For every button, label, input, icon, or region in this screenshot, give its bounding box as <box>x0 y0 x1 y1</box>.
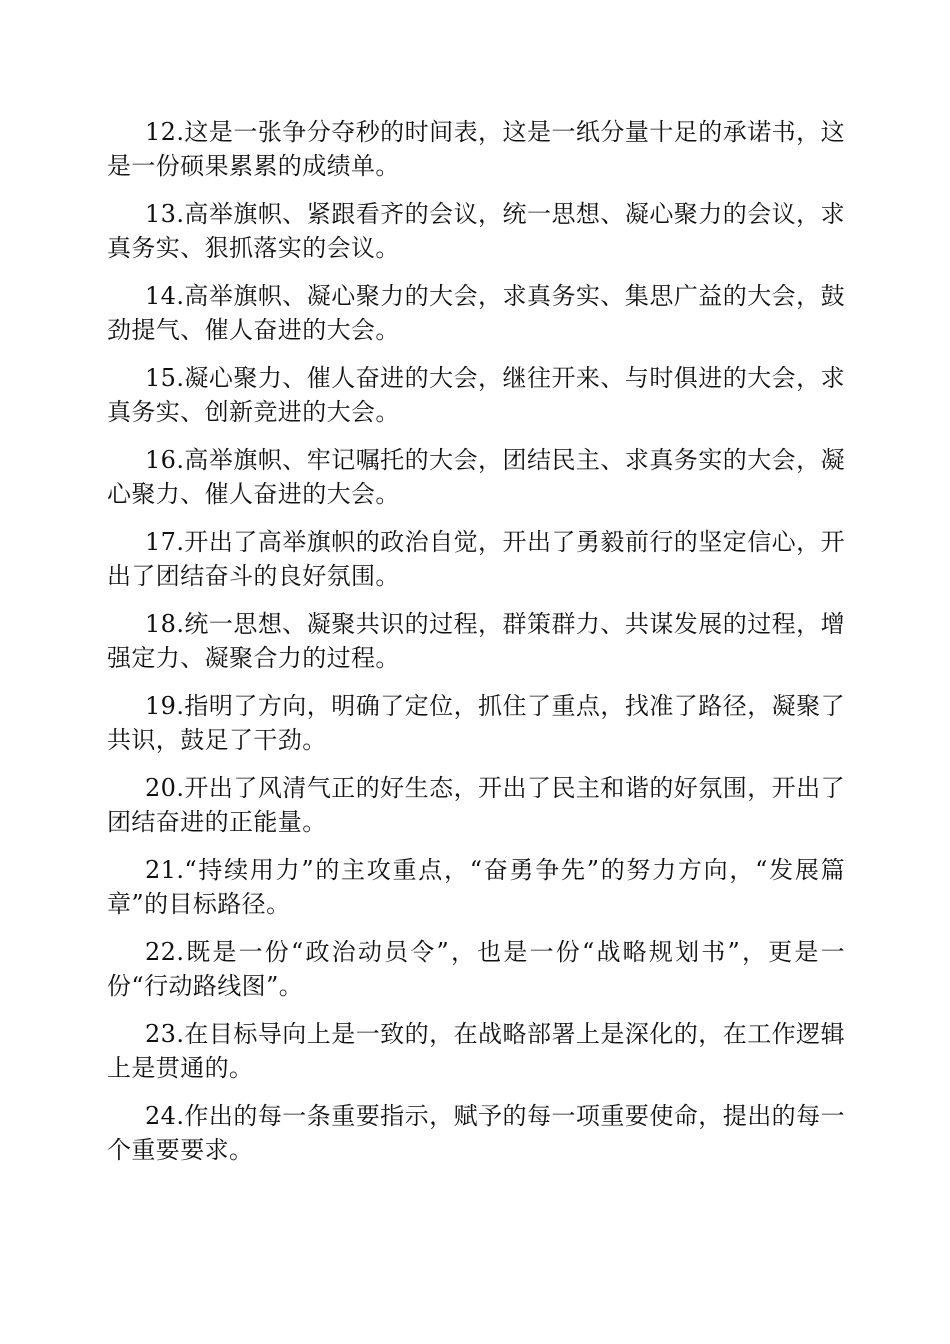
paragraph-22: 22.既是一份“政治动员令”，也是一份“战略规划书”，更是一份“行动路线图”。 <box>107 938 845 1000</box>
paragraph-24: 24.作出的每一条重要指示，赋予的每一项重要使命，提出的每一个重要要求。 <box>107 1102 845 1164</box>
paragraph-14: 14.高举旗帜、凝心聚力的大会，求真务实、集思广益的大会，鼓劲提气、催人奋进的大会。 <box>107 282 845 344</box>
paragraph-20: 20.开出了风清气正的好生态，开出了民主和谐的好氛围，开出了团结奋进的正能量。 <box>107 774 845 836</box>
paragraph-16: 16.高举旗帜、牢记嘱托的大会，团结民主、求真务实的大会，凝心聚力、催人奋进的大会。 <box>107 446 845 508</box>
paragraph-21: 21.“持续用力”的主攻重点，“奋勇争先”的努力方向，“发展篇章”的目标路径。 <box>107 856 845 918</box>
paragraph-18: 18.统一思想、凝聚共识的过程，群策群力、共谋发展的过程，增强定力、凝聚合力的过程。 <box>107 610 845 672</box>
paragraph-17: 17.开出了高举旗帜的政治自觉，开出了勇毅前行的坚定信心，开出了团结奋斗的良好氛围。 <box>107 528 845 590</box>
paragraph-12: 12.这是一张争分夺秒的时间表，这是一纸分量十足的承诺书，这是一份硕果累累的成绩单。 <box>107 118 845 180</box>
paragraph-13: 13.高举旗帜、紧跟看齐的会议，统一思想、凝心聚力的会议，求真务实、狠抓落实的会议。 <box>107 200 845 262</box>
paragraph-23: 23.在目标导向上是一致的，在战略部署上是深化的，在工作逻辑上是贯通的。 <box>107 1020 845 1082</box>
document-body <box>107 115 845 1181</box>
paragraph-19: 19.指明了方向，明确了定位，抓住了重点，找准了路径，凝聚了共识，鼓足了干劲。 <box>107 692 845 754</box>
paragraph-15: 15.凝心聚力、催人奋进的大会，继往开来、与时俱进的大会，求真务实、创新竞进的大会。 <box>107 364 845 426</box>
